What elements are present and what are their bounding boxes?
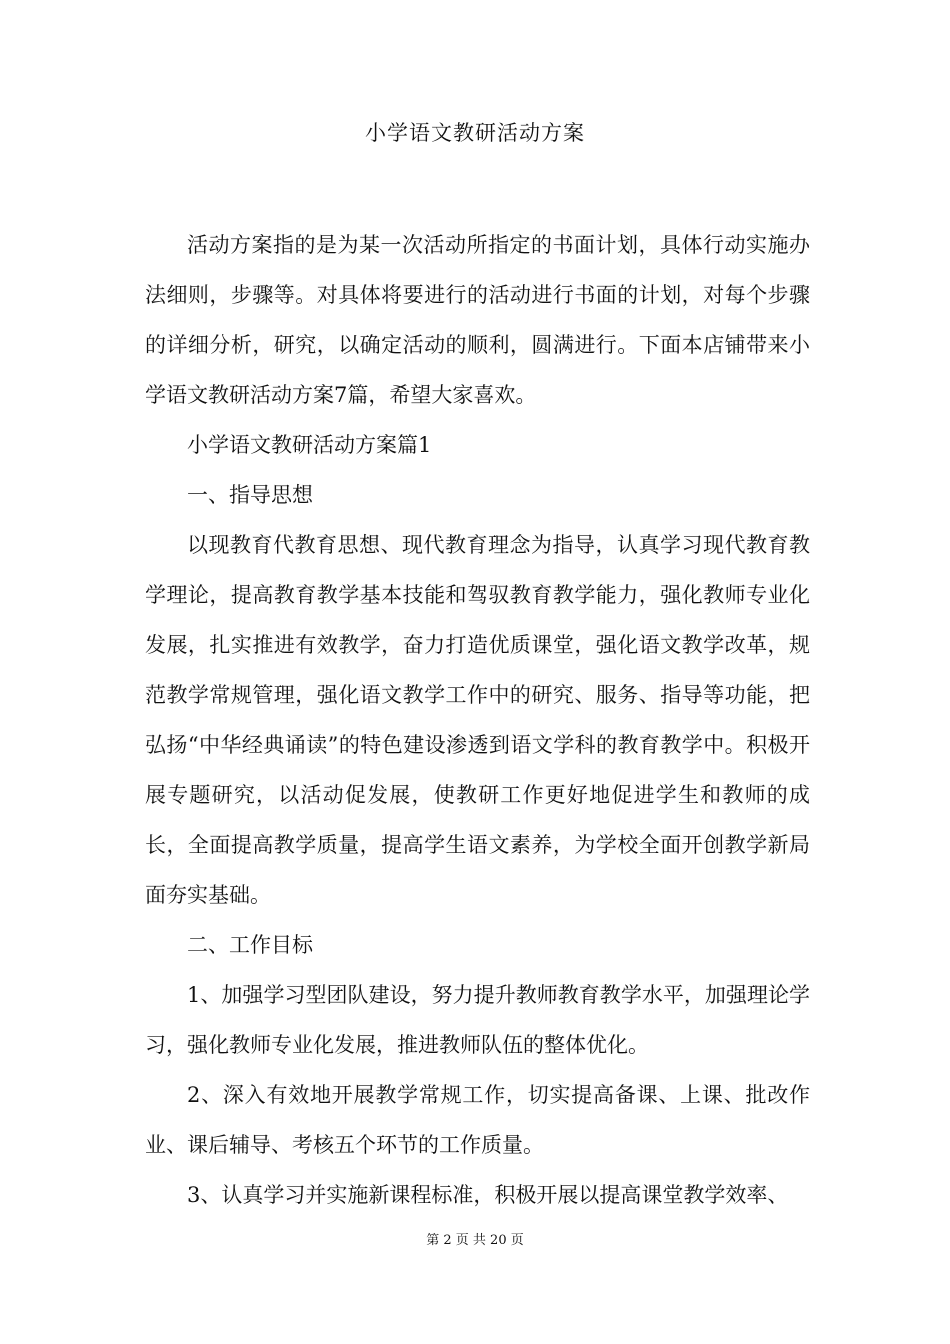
document-title: 小学语文教研活动方案 [365,121,585,145]
goal-item-3: 3、认真学习并实施新课程标准，积极开展以提高课堂教学效率、 [187,1183,789,1207]
goal-item-1: 1、加强学习型团队建设，努力提升教师教育教学水平，加强理论学习，强化教师专业化发展，推进教师队伍的整体优化。 [145,983,810,1057]
section-heading-plan-1: 小学语文教研活动方案篇1 [187,433,432,457]
intro-paragraph: 活动方案指的是为某一次活动所指定的书面计划，具体行动实施办法细则，步骤等。对具体将要进行的活动进行书面的计划，对每个步骤的详细分析，研究，以确定活动的顺利，圆满进行。下面本店铺带来小学语文教研活动方案7篇，希望大家喜欢。 [145,233,810,407]
heading-work-goals: 二、工作目标 [187,933,313,957]
document-body [145,220,810,1220]
heading-guiding-ideology: 一、指导思想 [187,483,313,507]
page-footer: 第 2 页 共 20 页 [426,1233,524,1248]
paragraph-guiding-ideology: 以现教育代教育思想、现代教育理念为指导，认真学习现代教育教学理论，提高教育教学基本技能和驾驭教育教学能力，强化教师专业化发展，扎实推进有效教学，奋力打造优质课堂，强化语文教学改革，规范教学常规管理，强化语文教学工作中的研究、服务、指导等功能，把弘扬“中华经典诵读”的特色建设渗透到语文学科的教育教学中。积极开展专题研究，以活动促发展，使教研工作更好地促进学生和教师的成长，全面提高教学质量，提高学生语文素养，为学校全面开创教学新局面夯实基础。 [145,533,810,907]
goal-item-2: 2、深入有效地开展教学常规工作，切实提高备课、上课、批改作业、课后辅导、考核五个环节的工作质量。 [145,1083,810,1157]
